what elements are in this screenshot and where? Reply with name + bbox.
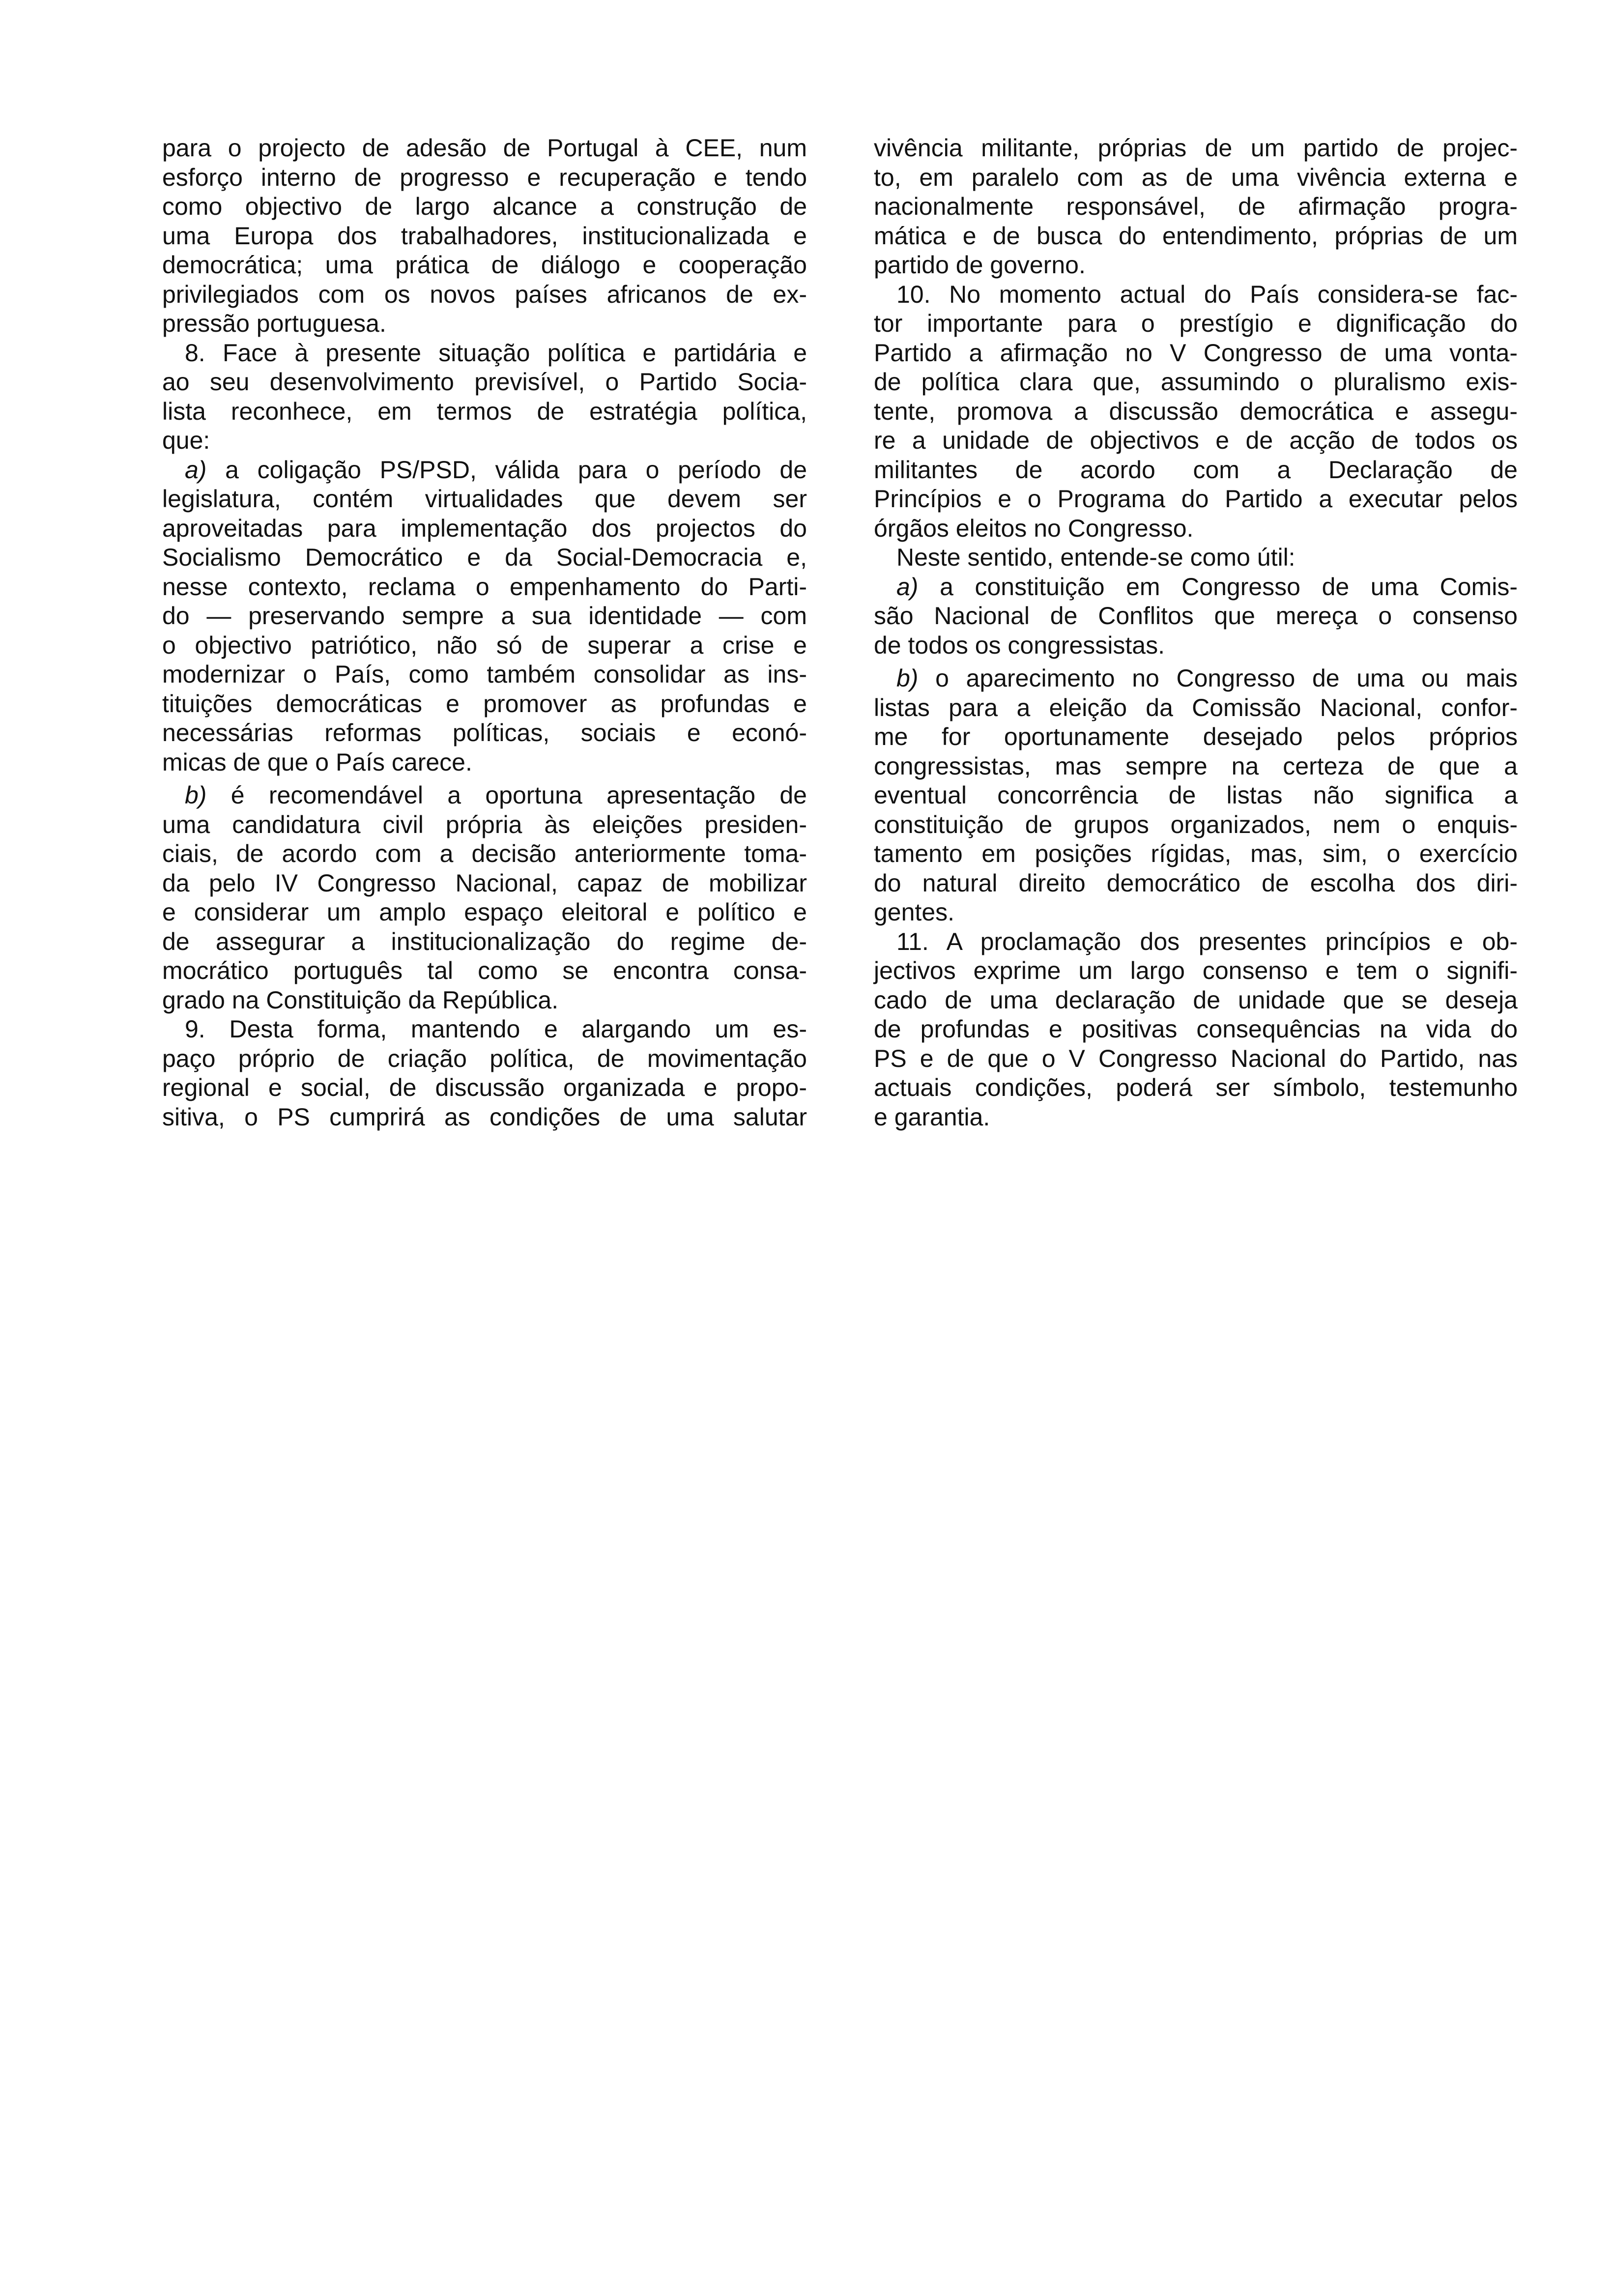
list-marker: a) <box>896 573 919 601</box>
text-line: e garantia. <box>874 1103 990 1131</box>
text-line: nacionalmente responsável, de afirmação progra- <box>874 193 1518 220</box>
text-line: modernizar o País, como também consolidar as ins- <box>162 660 807 688</box>
text-line: de profundas e positivas consequências na vida do <box>874 1015 1518 1043</box>
text-line: to, em paralelo com as de uma vivência externa e <box>874 163 1518 191</box>
paragraph <box>874 280 1518 544</box>
line-text: é recomendável a oportuna apresentação de <box>206 781 807 809</box>
text-line: nesse contexto, reclama o empenhamento do Parti- <box>162 573 807 601</box>
text-line: actuais condições, poderá ser símbolo, testemunho <box>874 1074 1518 1101</box>
text-line: de política clara que, assumindo o pluralismo exis- <box>874 368 1518 396</box>
text-line: e considerar um amplo espaço eleitoral e político e <box>162 898 807 926</box>
line-text: a constituição em Congresso de uma Comis- <box>918 573 1518 601</box>
text-line: de assegurar a institucionalização do regime de- <box>162 927 807 955</box>
text-line: congressistas, mas sempre na certeza de que a <box>874 752 1518 780</box>
text-line: da pelo IV Congresso Nacional, capaz de mobilizar <box>162 869 807 897</box>
text-line: eventual concorrência de listas não significa a <box>874 781 1518 809</box>
text-line: de todos os congressistas. <box>874 631 1165 659</box>
text-line: constituição de grupos organizados, nem o enquis- <box>874 810 1518 838</box>
text-line: tamento em posições rígidas, mas, sim, o exercício <box>874 840 1518 867</box>
text-line: tente, promova a discussão democrática e assegu- <box>874 397 1518 425</box>
line-text: a coligação PS/PSD, válida para o período de <box>206 456 807 484</box>
left-column <box>162 134 807 1132</box>
paragraph <box>162 456 807 777</box>
paragraph <box>162 134 807 339</box>
text-line: do — preservando sempre a sua identidade — com <box>162 602 807 630</box>
text-line: Princípios e o Programa do Partido a executar pelos <box>874 485 1518 513</box>
paragraph <box>162 339 807 456</box>
text-line: Partido a afirmação no V Congresso de uma vonta- <box>874 339 1518 367</box>
text-line: gentes. <box>874 898 955 926</box>
text-line: privilegiados com os novos países africanos de ex- <box>162 280 807 308</box>
text-line: re a unidade de objectivos e de acção de todos os <box>874 427 1518 454</box>
text-line: grado na Constituição da República. <box>162 986 559 1014</box>
text-line: regional e social, de discussão organizada e propo- <box>162 1074 807 1101</box>
text-line: mocrático português tal como se encontra consa- <box>162 957 807 984</box>
text-line: PS e de que o V Congresso Nacional do Partido, nas <box>874 1044 1518 1072</box>
paragraph <box>874 573 1518 660</box>
text-line: tituições democráticas e promover as profundas e <box>162 689 807 718</box>
list-marker: b) <box>896 664 919 692</box>
text-line <box>162 456 807 485</box>
text-line <box>162 781 807 810</box>
text-line: mática e de busca do entendimento, próprias de um <box>874 222 1518 250</box>
right-column <box>874 134 1518 1132</box>
line-text: o aparecimento no Congresso de uma ou mais <box>918 664 1518 692</box>
text-line: paço próprio de criação política, de movimentação <box>162 1044 807 1072</box>
text-line: para o projecto de adesão de Portugal à CEE, num <box>162 134 807 162</box>
text-line: esforço interno de progresso e recuperação e tendo <box>162 163 807 191</box>
text-line: pressão portuguesa. <box>162 310 386 337</box>
paragraph <box>162 781 807 1015</box>
paragraph <box>874 134 1518 280</box>
text-line: como objectivo de largo alcance a construção de <box>162 193 807 220</box>
text-line: Neste sentido, entende-se como útil: <box>896 544 1295 571</box>
text-line: o objectivo patriótico, não só de superar a crise e <box>162 631 807 659</box>
text-line: partido de governo. <box>874 251 1086 279</box>
text-line: vivência militante, próprias de um partido de projec- <box>874 134 1518 162</box>
text-line: tor importante para o prestígio e dignificação do <box>874 310 1518 337</box>
text-line: 9. Desta forma, mantendo e alargando um es- <box>185 1015 807 1043</box>
text-line: democrática; uma prática de diálogo e cooperação <box>162 251 807 279</box>
text-line: do natural direito democrático de escolha dos diri- <box>874 869 1518 897</box>
paragraph <box>874 664 1518 927</box>
list-marker: b) <box>185 781 207 809</box>
text-line: listas para a eleição da Comissão Nacional, confor- <box>874 693 1518 721</box>
text-line: órgãos eleitos no Congresso. <box>874 514 1194 542</box>
text-line: ao seu desenvolvimento previsível, o Partido Socia- <box>162 368 807 396</box>
text-line: 10. No momento actual do País considera-se fac- <box>896 280 1518 308</box>
paragraph <box>874 543 1518 573</box>
text-line: lista reconhece, em termos de estratégia política, <box>162 397 807 425</box>
list-marker: a) <box>185 456 207 484</box>
text-line <box>874 664 1518 693</box>
text-line: Socialismo Democrático e da Social-Democracia e, <box>162 544 807 571</box>
text-line: legislatura, contém virtualidades que devem ser <box>162 485 807 513</box>
paragraph <box>162 1015 807 1132</box>
text-line: necessárias reformas políticas, sociais e econó- <box>162 719 807 746</box>
text-line: 11. A proclamação dos presentes princípios e ob- <box>896 927 1518 955</box>
text-line: 8. Face à presente situação política e partidária e <box>185 339 807 367</box>
text-line <box>874 573 1518 602</box>
text-line: militantes de acordo com a Declaração de <box>874 456 1518 484</box>
text-line: aproveitadas para implementação dos projectos do <box>162 514 807 542</box>
text-line: cado de uma declaração de unidade que se deseja <box>874 986 1518 1014</box>
text-line: ciais, de acordo com a decisão anteriormente toma- <box>162 840 807 867</box>
text-line: são Nacional de Conflitos que mereça o consenso <box>874 602 1518 630</box>
text-line: micas de que o País carece. <box>162 748 472 776</box>
text-line: sitiva, o PS cumprirá as condições de uma salutar <box>162 1103 807 1131</box>
text-line: uma Europa dos trabalhadores, institucionalizada e <box>162 222 807 250</box>
text-line: que: <box>162 427 210 454</box>
text-line: me for oportunamente desejado pelos próprios <box>874 723 1518 750</box>
text-line: jectivos exprime um largo consenso e tem o signifi- <box>874 957 1518 984</box>
paragraph <box>874 927 1518 1132</box>
text-line: uma candidatura civil própria às eleições presiden- <box>162 810 807 838</box>
